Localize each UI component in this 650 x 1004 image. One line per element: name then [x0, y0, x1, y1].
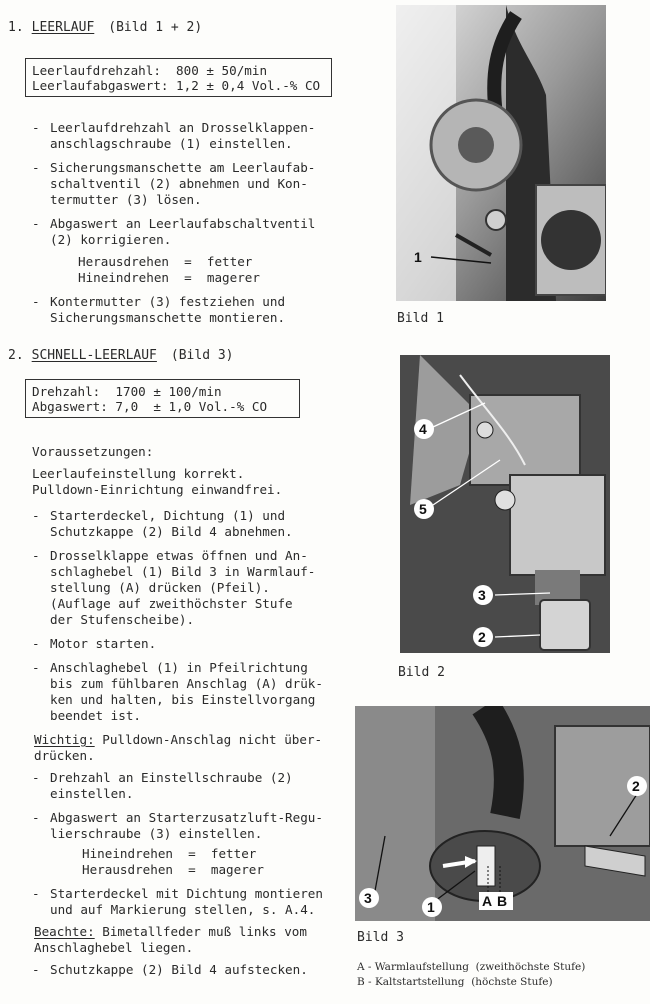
- spec-line: Leerlaufabgaswert: 1,2 ± 0,4 Vol.-% CO: [32, 78, 321, 93]
- bild2-caption: Bild 2: [398, 665, 445, 680]
- spec-line: Abgaswert: 7,0 ± 1,0 Vol.-% CO: [32, 399, 268, 414]
- section1-ref: (Bild 1 + 2): [108, 20, 203, 35]
- bild2-photo: [400, 355, 610, 653]
- bild1-caption: Bild 1: [397, 311, 444, 326]
- legend-item: A - Warmlaufstellung (zweithöchste Stufe): [357, 961, 586, 973]
- fig-label: 3: [478, 587, 486, 603]
- bild1-photo: [396, 5, 606, 301]
- list-item: - Abgaswert an Leerlaufabschaltventil (2) korrigieren.: [32, 216, 316, 247]
- section2-ref: (Bild 3): [170, 348, 234, 363]
- list-item: - Abgaswert an Starterzusatzluft-Regu- lierschraube (3) einstellen.: [32, 810, 323, 841]
- adjust-table: Hineindrehen = fetter Herausdrehen = magerer: [82, 846, 264, 877]
- fig-label: B: [497, 893, 508, 909]
- note-important: Wichtig: Pulldown-Anschlag nicht über- drücken.: [34, 732, 323, 763]
- section2-steps: [32, 444, 352, 978]
- section1-title: LEERLAUF: [31, 20, 95, 35]
- section1-number: 1.: [8, 20, 24, 35]
- section2-spec-box: [25, 379, 300, 418]
- list-item: - Leerlaufdrehzahl an Drosselklappen- anschlagschraube (1) einstellen.: [32, 120, 316, 151]
- fig-label: 4: [419, 421, 427, 437]
- fig-label: 2: [632, 778, 640, 794]
- fig-label: A: [482, 893, 493, 909]
- list-item: - Drosselklappe etwas öffnen und An- schlaghebel (1) Bild 3 in Warmlauf- stellung (A) drücken (Pfeil). (Auflage auf zweithöchster Stufe der Stufenscheibe).: [32, 548, 316, 627]
- list-item: - Kontermutter (3) festziehen und Sicherungsmanschette montieren.: [32, 294, 286, 325]
- bild3-caption: Bild 3: [357, 930, 404, 945]
- fig-label: 2: [478, 629, 486, 645]
- section2-number: 2.: [8, 348, 24, 363]
- list-item: - Motor starten.: [32, 636, 157, 651]
- section2-heading: [8, 348, 234, 364]
- carburetor-photo-2: [400, 355, 610, 653]
- list-item: - Sicherungsmanschette am Leerlaufab- schaltventil (2) abnehmen und Kon- termutter (3) lösen.: [32, 160, 316, 207]
- list-item: - Starterdeckel mit Dichtung montieren und auf Markierung stellen, s. A.4.: [32, 886, 323, 917]
- fig-label: 5: [419, 501, 427, 517]
- note-attention: Beachte: Bimetallfeder muß links vom Anschlaghebel liegen.: [34, 924, 307, 955]
- section1-spec-box: [25, 58, 332, 97]
- list-item: - Schutzkappe (2) Bild 4 aufstecken.: [32, 962, 308, 977]
- fig-label: 3: [364, 890, 372, 906]
- bild3-photo: [355, 706, 650, 921]
- carburetor-photo-3: [355, 706, 650, 921]
- fig-label: 1: [414, 249, 422, 265]
- bild3-legend: [357, 960, 647, 990]
- section1-steps: [32, 120, 352, 326]
- section2-title: SCHNELL-LEERLAUF: [31, 348, 157, 363]
- spec-line: Drehzahl: 1700 ± 100/min: [32, 384, 222, 399]
- list-item: - Drehzahl an Einstellschraube (2) einstellen.: [32, 770, 293, 801]
- spec-line: Leerlaufdrehzahl: 800 ± 50/min: [32, 63, 268, 78]
- note-label: Beachte:: [34, 924, 95, 939]
- legend-item: B - Kaltstartstellung (höchste Stufe): [357, 976, 553, 988]
- section1-heading: [8, 20, 202, 36]
- prereq-title: Voraussetzungen:: [32, 444, 154, 459]
- carburetor-photo-1: [396, 5, 606, 301]
- adjust-table: Herausdrehen = fetter Hineindrehen = magerer: [78, 254, 260, 285]
- prereq-line: Pulldown-Einrichtung einwandfrei.: [32, 482, 283, 497]
- prereq-line: Leerlaufeinstellung korrekt.: [32, 466, 245, 481]
- fig-label: 1: [427, 899, 435, 915]
- note-label: Wichtig:: [34, 732, 95, 747]
- list-item: - Starterdeckel, Dichtung (1) und Schutzkappe (2) Bild 4 abnehmen.: [32, 508, 293, 539]
- list-item: - Anschlaghebel (1) in Pfeilrichtung bis zum fühlbaren Anschlag (A) drük- ken und halten, bis Einstellvorgang beendet ist.: [32, 660, 323, 723]
